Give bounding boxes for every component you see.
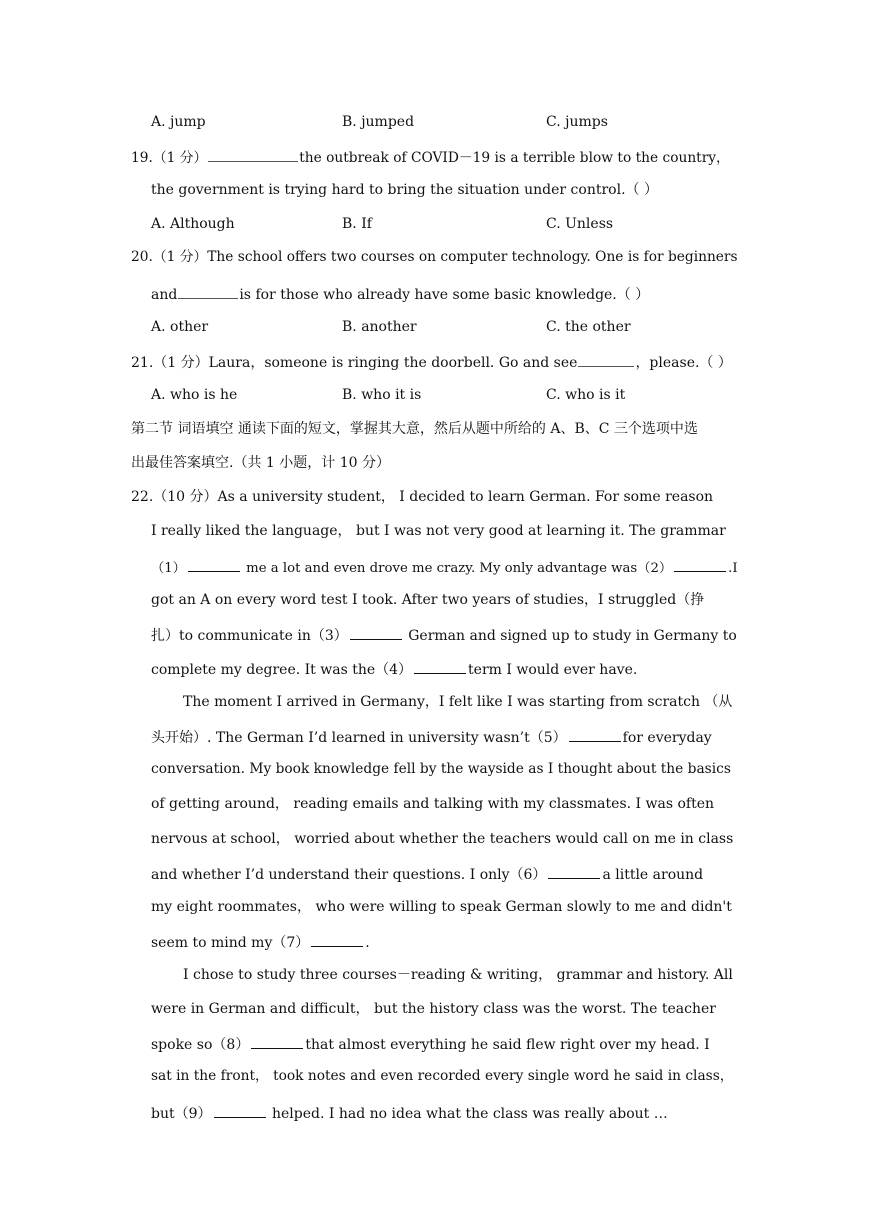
q20-number: 20.（1 分） — [131, 249, 208, 265]
q21-option-b[interactable]: B. who it is — [342, 387, 422, 403]
q22-line-16: were in German and difficult， but the history class was the worst. The teacher — [151, 1001, 716, 1017]
q20-text-a: and — [151, 287, 178, 303]
q22-text: seem to mind my（7） — [151, 935, 310, 951]
q22-line-18: sat in the front， took notes and even recorded every single word he said in class， — [151, 1068, 734, 1084]
q19-number: 19.（1 分） — [131, 150, 208, 166]
q18-option-a[interactable]: A. jump — [151, 114, 206, 130]
q21-option-a[interactable]: A. who is he — [151, 387, 238, 403]
q19-blank[interactable] — [208, 149, 298, 162]
q22-blank-3[interactable] — [350, 627, 402, 640]
q22-line-7: The moment I arrived in Germany，I felt like I was starting from scratch （从 — [183, 694, 733, 710]
q22-text: and whether I’d understand their questions. I only（6） — [151, 867, 547, 883]
q22-text: me a lot and even drove me crazy. My only advantage was（2） — [241, 561, 673, 576]
q19-option-a[interactable]: A. Although — [151, 216, 235, 232]
q22-line-5 — [151, 627, 737, 643]
q22-blank-5[interactable] — [569, 729, 621, 742]
q22-text: term I would ever have. — [468, 662, 638, 678]
q22-blank-7[interactable] — [311, 934, 363, 947]
section2-heading-line1: 第二节 词语填空 通读下面的短文，掌握其大意，然后从题中所给的 A、B、C 三个选项中选 — [131, 421, 698, 437]
q19-option-c[interactable]: C. Unless — [546, 216, 614, 232]
q18-option-b[interactable]: B. jumped — [342, 114, 415, 130]
q19-stem-text: the outbreak of COVID－19 is a terrible blow to the country， — [299, 150, 730, 166]
q20-stem-text: The school offers two courses on computer technology. One is for beginners — [207, 249, 738, 265]
q22-text: a little around — [602, 867, 704, 883]
q20-stem-line1 — [131, 251, 737, 265]
q20-blank[interactable] — [178, 286, 238, 299]
q22-line-15: I chose to study three courses－reading & writing， grammar and history. All — [183, 967, 733, 983]
q22-line-9: conversation. My book knowledge fell by the wayside as I thought about the basics — [151, 761, 731, 777]
q19-stem-line2: the government is trying hard to bring the situation under control.（ ） — [151, 182, 658, 198]
q21-option-c[interactable]: C. who is it — [546, 387, 626, 403]
q22-blank-9[interactable] — [214, 1105, 266, 1118]
q22-blank-8[interactable] — [251, 1036, 303, 1049]
q22-line-8 — [151, 729, 737, 745]
q22-blank-6[interactable] — [548, 866, 600, 879]
q22-text: .I — [728, 561, 738, 576]
q22-line-12 — [151, 866, 737, 882]
q18-option-c[interactable]: C. jumps — [546, 114, 608, 130]
q22-blank-4[interactable] — [414, 661, 466, 674]
q22-text: complete my degree. It was the（4） — [151, 662, 413, 678]
q22-text: helped. I had no idea what the class was really about … — [267, 1106, 668, 1122]
q22-line-13: my eight roommates， who were willing to speak German slowly to me and didn't — [151, 899, 732, 915]
q22-line-10: of getting around， reading emails and talking with my classmates. I was often — [151, 796, 715, 812]
q19-stem-line1 — [131, 149, 737, 166]
q22-line-1 — [131, 490, 737, 504]
q22-line-17 — [151, 1036, 737, 1052]
q22-line-19 — [151, 1105, 737, 1121]
q20-option-c[interactable]: C. the other — [546, 319, 631, 335]
q22-text: 扎）to communicate in（3） — [151, 628, 348, 644]
q21-blank[interactable] — [578, 354, 634, 367]
q22-number: 22.（10 分） — [131, 489, 218, 505]
q22-line-6 — [151, 661, 737, 677]
q22-text: spoke so（8） — [151, 1037, 250, 1053]
q22-line-2: I really liked the language， but I was not very good at learning it. The grammar — [151, 523, 726, 539]
q19-option-b[interactable]: B. If — [342, 216, 372, 232]
q22-text: but（9） — [151, 1106, 212, 1122]
q22-line-3 — [151, 559, 737, 575]
q22-blank-1[interactable] — [188, 559, 240, 572]
q20-option-a[interactable]: A. other — [151, 319, 209, 335]
q22-line-11: nervous at school， worried about whether the teachers would call on me in class — [151, 831, 734, 847]
q21-number: 21.（1 分） — [131, 355, 209, 371]
q22-blank-2[interactable] — [674, 559, 726, 572]
q21-text-a: Laura，someone is ringing the doorbell. Go and see — [208, 355, 578, 371]
q22-text: . — [365, 935, 370, 951]
section2-heading-line2: 出最佳答案填空.（共 1 小题，计 10 分） — [131, 455, 390, 471]
q22-text: As a university student， I decided to learn German. For some reason — [217, 489, 714, 505]
q22-text: German and signed up to study in Germany to — [403, 628, 737, 644]
q22-text: 头开始）. The German I’d learned in university wasn’t（5） — [151, 730, 567, 746]
q21-text-b: ，please.（ ） — [635, 355, 732, 371]
q20-option-b[interactable]: B. another — [342, 319, 417, 335]
q20-stem-line2 — [151, 286, 737, 302]
q22-line-14 — [151, 934, 737, 950]
q20-text-b: is for those who already have some basic knowledge.（ ） — [239, 287, 650, 303]
q22-text: that almost everything he said flew right over my head. I — [305, 1037, 710, 1053]
q22-text: for everyday — [622, 730, 712, 746]
q22-text: （1） — [151, 561, 186, 576]
q21-stem-line1 — [131, 354, 737, 370]
q22-line-4: got an A on every word test I took. After two years of studies，I struggled（挣 — [151, 592, 705, 608]
